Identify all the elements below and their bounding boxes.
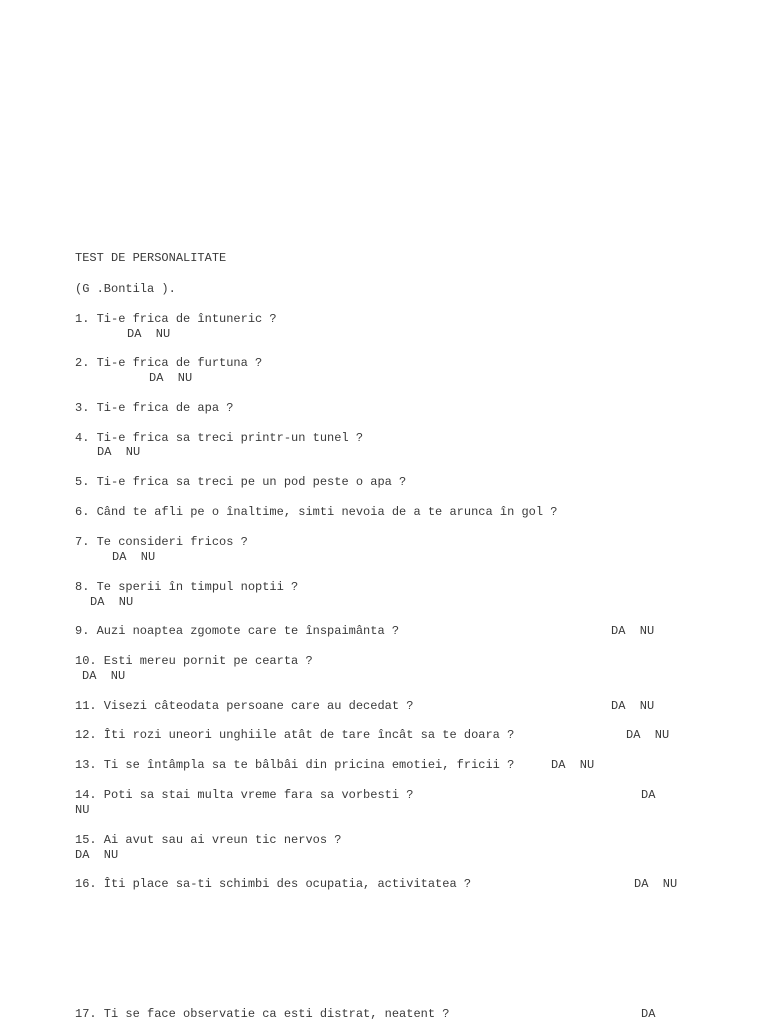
answer-options-7: DA NU xyxy=(112,550,156,564)
answer-options-12: DA NU xyxy=(626,728,670,742)
question-17: 17. Ti se face observatie ca esti distrat, neatent ? xyxy=(75,1007,450,1021)
question-11: 11. Visezi câteodata persoane care au decedat ? xyxy=(75,699,414,713)
answer-options-11: DA NU xyxy=(611,699,655,713)
question-16: 16. Îti place sa-ti schimbi des ocupatia, activitatea ? xyxy=(75,877,472,891)
answer-option-da-14: DA xyxy=(641,788,656,802)
question-5: 5. Ti-e frica sa treci pe un pod peste o apa ? xyxy=(75,475,407,489)
document-author: (G .Bontila ). xyxy=(75,282,176,296)
answer-options-8: DA NU xyxy=(90,595,134,609)
question-6: 6. Când te afli pe o înaltime, simti nevoia de a te arunca în gol ? xyxy=(75,505,558,519)
question-14: 14. Poti sa stai multa vreme fara sa vorbesti ? xyxy=(75,788,414,802)
question-4: 4. Ti-e frica sa treci printr-un tunel ? xyxy=(75,431,364,445)
answer-options-9: DA NU xyxy=(611,624,655,638)
answer-options-13: DA NU xyxy=(551,758,595,772)
question-3: 3. Ti-e frica de apa ? xyxy=(75,401,234,415)
answer-options-1: DA NU xyxy=(127,327,171,341)
answer-options-4: DA NU xyxy=(97,445,141,459)
question-9: 9. Auzi noaptea zgomote care te înspaimânta ? xyxy=(75,624,400,638)
answer-options-10: DA NU xyxy=(82,669,126,683)
question-15: 15. Ai avut sau ai vreun tic nervos ? xyxy=(75,833,342,847)
question-8: 8. Te sperii în timpul noptii ? xyxy=(75,580,299,594)
answer-option-da-17: DA xyxy=(641,1007,656,1021)
document-title: TEST DE PERSONALITATE xyxy=(75,251,227,265)
answer-options-15: DA NU xyxy=(75,848,119,862)
question-1: 1. Ti-e frica de întuneric ? xyxy=(75,312,277,326)
question-12: 12. Îti rozi uneori unghiile atât de tare încât sa te doara ? xyxy=(75,728,515,742)
answer-options-2: DA NU xyxy=(149,371,193,385)
question-10: 10. Esti mereu pornit pe cearta ? xyxy=(75,654,313,668)
answer-options-16: DA NU xyxy=(634,877,678,891)
answer-option-nu-14: NU xyxy=(75,803,90,817)
question-13: 13. Ti se întâmpla sa te bâlbâi din pricina emotiei, fricii ? xyxy=(75,758,515,772)
question-7: 7. Te consideri fricos ? xyxy=(75,535,248,549)
question-2: 2. Ti-e frica de furtuna ? xyxy=(75,356,263,370)
